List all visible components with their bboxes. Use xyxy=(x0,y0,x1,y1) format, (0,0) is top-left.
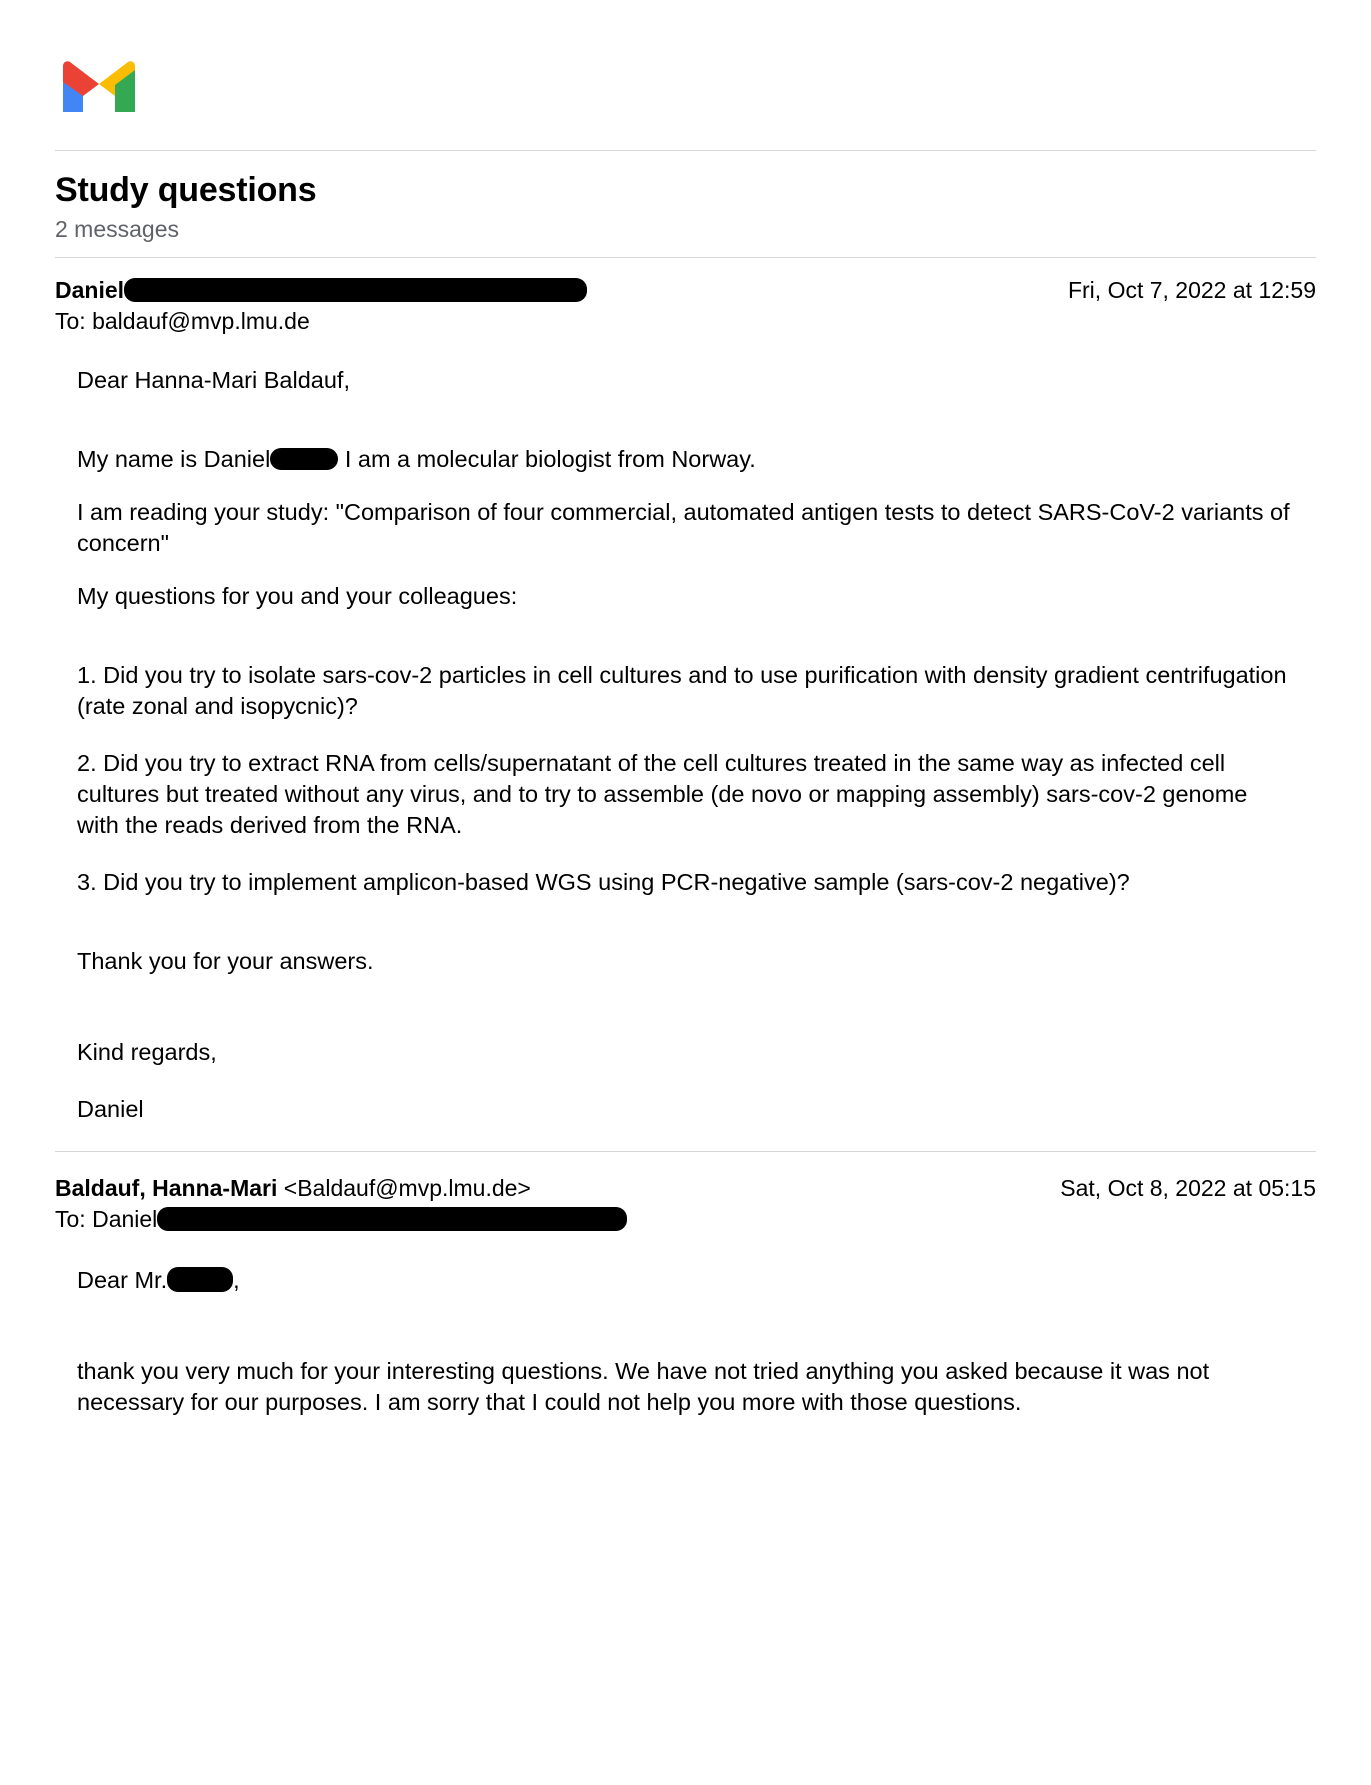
message-1-recipient xyxy=(55,305,1316,337)
to-label: To: xyxy=(55,1205,86,1232)
greeting-prefix: Dear Mr. xyxy=(77,1266,168,1293)
to-value: baldauf@mvp.lmu.de xyxy=(92,307,310,334)
redaction-bar xyxy=(124,278,587,302)
intro-text-after: I am a molecular biologist from Norway. xyxy=(338,445,756,472)
body-paragraph: Thank you for your answers. xyxy=(77,947,374,974)
body-question-3: 3. Did you try to implement amplicon-based WGS using PCR-negative sample (sars-cov-2 negative)? xyxy=(77,868,1130,895)
message-2-header xyxy=(55,1162,1316,1203)
body-greeting xyxy=(77,1265,1292,1296)
message-2 xyxy=(55,1152,1316,1418)
sender-email: <Baldauf@mvp.lmu.de> xyxy=(283,1174,531,1201)
body-signoff: Kind regards, xyxy=(77,1038,217,1065)
message-1-date: Fri, Oct 7, 2022 at 12:59 xyxy=(1067,277,1316,304)
message-1-header xyxy=(55,268,1316,305)
body-paragraph-intro xyxy=(77,444,1292,475)
body-paragraph: My questions for you and your colleagues: xyxy=(77,582,518,609)
message-2-date: Sat, Oct 8, 2022 at 05:15 xyxy=(1060,1174,1316,1201)
to-label: To: xyxy=(55,307,86,334)
sender-name: Daniel xyxy=(55,277,125,304)
redaction-bar xyxy=(270,448,338,470)
sender-name: Baldauf, Hanna-Mari xyxy=(55,1174,278,1201)
message-1 xyxy=(55,258,1316,1125)
gmail-logo-container xyxy=(55,52,1316,150)
message-count: 2 messages xyxy=(55,216,180,243)
page-title: Study questions xyxy=(55,171,317,209)
subject-block xyxy=(55,151,1316,257)
intro-text-before: My name is Daniel xyxy=(77,445,271,472)
body-signature: Daniel xyxy=(77,1095,144,1122)
body-paragraph: thank you very much for your interesting questions. We have not tried anything you asked because it was not necessary for our purposes. I am sorry that I could not help you more with those questions. xyxy=(77,1357,1210,1415)
body-question-2: 2. Did you try to extract RNA from cells/supernatant of the cell cultures treated in the same way as infected cell cultures but treated without any virus, and to try to assemble (de novo or mapping assembly) sars-cov-2 genome with the reads derived from the RNA. xyxy=(77,749,1248,838)
body-question-1: 1. Did you try to isolate sars-cov-2 particles in cell cultures and to use purification with density gradient centrifugation (rate zonal and isopycnic)? xyxy=(77,661,1287,719)
message-2-sender xyxy=(55,1174,531,1203)
message-1-body xyxy=(55,337,1316,1125)
redaction-bar xyxy=(157,1207,627,1231)
to-value: Daniel xyxy=(92,1205,158,1232)
body-paragraph: Dear Hanna-Mari Baldauf, xyxy=(77,366,350,393)
gmail-logo xyxy=(57,52,141,116)
redaction-bar xyxy=(167,1267,233,1292)
message-2-body xyxy=(55,1235,1316,1418)
body-paragraph: I am reading your study: "Comparison of four commercial, automated antigen tests to detect SARS-CoV-2 variants of concern" xyxy=(77,498,1290,556)
message-2-recipient xyxy=(55,1203,1316,1235)
message-1-sender xyxy=(55,276,587,305)
greeting-suffix: , xyxy=(233,1266,240,1293)
